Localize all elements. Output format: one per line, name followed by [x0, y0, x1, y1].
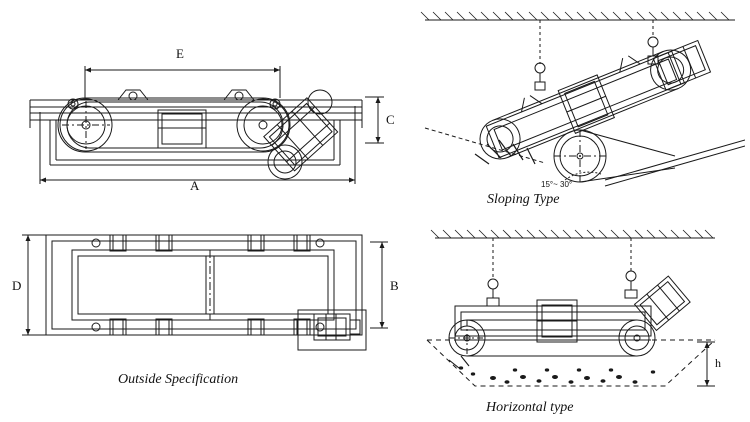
horizontal-type-drawing: [415, 220, 745, 395]
sloping-type-caption: Sloping Type: [487, 192, 560, 207]
plan-view-drawing: [10, 210, 410, 360]
plan-view-panel: [10, 210, 410, 360]
front-elevation-panel: [10, 40, 410, 205]
dimension-label-E: E: [176, 46, 184, 61]
plan-view-caption: Outside Specification: [118, 372, 239, 387]
sloping-type-drawing: [415, 8, 745, 188]
front-elevation-drawing: [10, 40, 410, 205]
horizontal-type-caption: Horizontal type: [486, 400, 574, 415]
horizontal-type-panel: [415, 220, 745, 395]
dimension-label-h: h: [715, 356, 721, 370]
dimension-label-B: B: [390, 278, 399, 293]
dimension-label-C: C: [386, 112, 395, 127]
dimension-label-A: A: [190, 178, 200, 193]
dimension-label-D: D: [12, 278, 22, 293]
sloping-type-panel: [415, 8, 745, 188]
angle-label: 15°~ 30°: [541, 180, 573, 189]
